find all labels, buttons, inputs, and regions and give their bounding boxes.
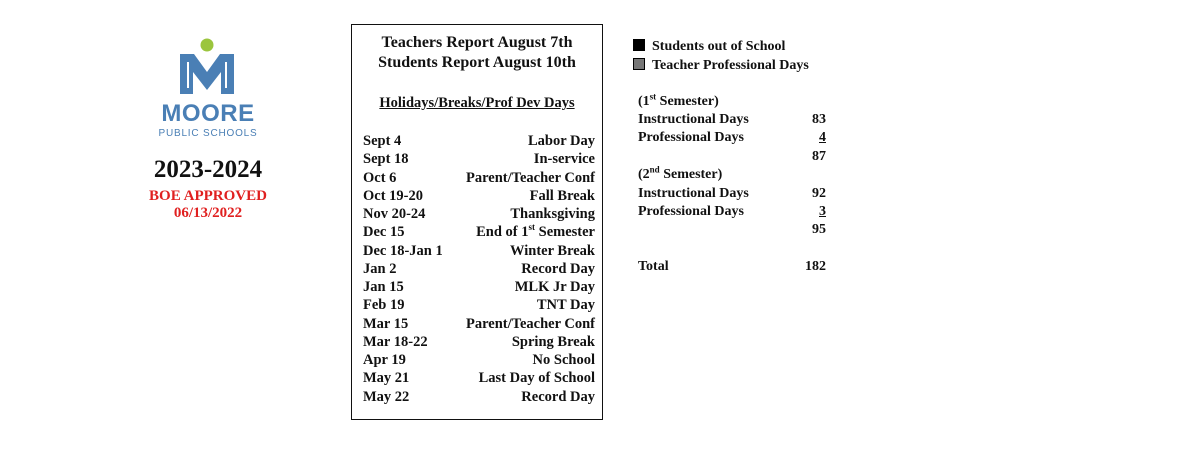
event-date: Apr 19 xyxy=(363,352,406,368)
black-swatch-icon xyxy=(633,39,645,51)
event-name: Parent/Teacher Conf xyxy=(465,315,595,332)
event-name: Parent/Teacher Conf xyxy=(465,169,595,186)
event-row xyxy=(363,296,595,314)
event-date: Oct 6 xyxy=(363,169,397,186)
event-date: Dec 15 xyxy=(363,224,405,241)
row-label: Instructional Days xyxy=(638,186,749,201)
event-date: Sept 4 xyxy=(363,133,402,149)
calendar-box xyxy=(351,24,603,420)
event-name: Record Day xyxy=(521,388,595,405)
row-label: Professional Days xyxy=(638,130,744,145)
event-row xyxy=(363,169,595,187)
ordinal-suffix: st xyxy=(649,91,657,102)
logo-wordmark: MOORE xyxy=(161,100,255,127)
event-date: Jan 2 xyxy=(363,260,397,277)
event-row xyxy=(363,223,595,241)
event-row xyxy=(363,333,595,351)
approval-date: 06/13/2022 xyxy=(173,205,243,221)
event-date: May 22 xyxy=(363,388,410,405)
event-name-part: End of 1 xyxy=(476,224,529,241)
student-report-heading: Students Report August 10th xyxy=(378,54,576,71)
row-value: 4 xyxy=(819,130,826,145)
semester-close: Semester) xyxy=(656,94,719,109)
row-label: Instructional Days xyxy=(638,112,749,127)
approval-note xyxy=(130,188,286,222)
event-row xyxy=(363,242,595,260)
semester-open: (2 xyxy=(638,167,650,182)
event-date: May 21 xyxy=(363,370,410,387)
event-name: Record Day xyxy=(521,260,595,277)
row-value: 87 xyxy=(812,149,826,164)
event-row xyxy=(363,205,595,223)
event-name: In-service xyxy=(533,151,595,168)
event-name: Labor Day xyxy=(527,133,595,149)
event-date: Dec 18-Jan 1 xyxy=(363,242,443,259)
event-row xyxy=(363,150,595,168)
event-name: Fall Break xyxy=(529,187,595,204)
event-name-part: Semester xyxy=(535,224,595,241)
row-value: 182 xyxy=(805,259,826,274)
event-date: Feb 19 xyxy=(363,297,405,314)
event-date: Mar 18-22 xyxy=(363,333,428,350)
row-value: 3 xyxy=(819,204,826,219)
legend-label: Students out of School xyxy=(652,39,786,54)
legend-students-out xyxy=(633,39,785,55)
legend-professional-days xyxy=(633,58,809,74)
event-name: No School xyxy=(532,352,595,368)
teacher-report-heading: Teachers Report August 7th xyxy=(381,34,573,51)
event-row xyxy=(363,260,595,278)
event-list xyxy=(363,132,595,406)
legend-label: Teacher Professional Days xyxy=(652,58,809,73)
event-row xyxy=(363,388,595,406)
moore-m-logo-icon xyxy=(176,38,238,96)
event-row xyxy=(363,187,595,205)
event-name: Last Day of School xyxy=(478,370,595,387)
event-date: Mar 15 xyxy=(363,315,409,332)
ordinal-suffix: nd xyxy=(649,164,660,175)
event-date: Oct 19-20 xyxy=(363,187,423,204)
event-row xyxy=(363,369,595,387)
event-name: Winter Break xyxy=(510,242,595,259)
event-row xyxy=(363,315,595,333)
event-date: Sept 18 xyxy=(363,151,409,168)
event-name: Thanksgiving xyxy=(510,206,595,222)
row-label: Professional Days xyxy=(638,204,744,219)
approval-line1: BOE APPROVED xyxy=(149,188,267,204)
event-name xyxy=(476,223,595,241)
row-value: 92 xyxy=(812,186,826,201)
event-row xyxy=(363,351,595,369)
logo-subtitle: PUBLIC SCHOOLS xyxy=(158,128,258,139)
holidays-subheading: Holidays/Breaks/Prof Dev Days xyxy=(379,95,575,111)
event-row xyxy=(363,132,595,150)
ordinal-suffix: st xyxy=(528,222,536,233)
school-year: 2023-2024 xyxy=(153,156,263,183)
row-label: Total xyxy=(638,259,669,274)
event-name: TNT Day xyxy=(536,297,595,314)
event-date: Nov 20-24 xyxy=(363,206,426,222)
semester-open: (1 xyxy=(638,94,650,109)
event-row xyxy=(363,278,595,296)
row-value: 83 xyxy=(812,112,826,127)
event-name: MLK Jr Day xyxy=(514,279,595,295)
event-name: Spring Break xyxy=(511,333,595,350)
row-value: 95 xyxy=(812,222,826,237)
gray-swatch-icon xyxy=(633,58,645,70)
semester-close: Semester) xyxy=(659,167,723,182)
event-date: Jan 15 xyxy=(363,279,404,295)
